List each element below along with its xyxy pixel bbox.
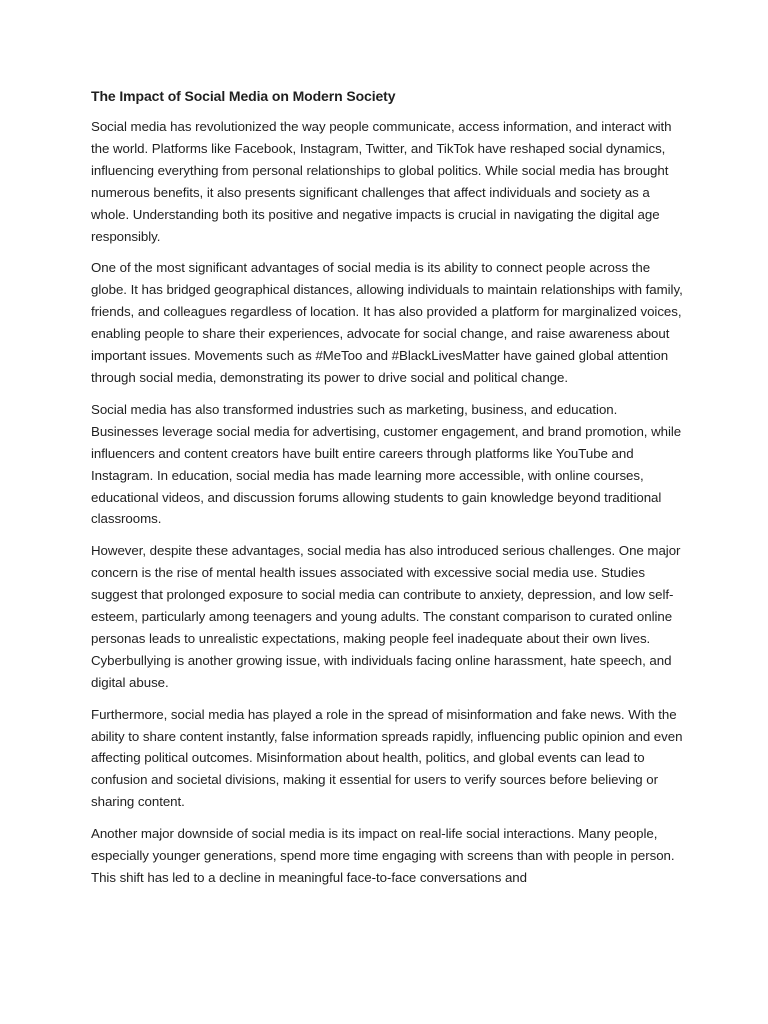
document-page [91, 86, 683, 899]
paragraph-connection: One of the most significant advantages of social media is its ability to connect people across the globe. It has bridged geographical distances, allowing individuals to maintain relationships with family, friends, and colleagues regardless of location. It has also provided a platform for marginalized voices, enabling people to share their experiences, advocate for social change, and raise awareness about important issues. Movements such as #MeToo and #BlackLivesMatter have gained global attention through social media, demonstrating its power to drive social and political change. [91, 260, 683, 385]
paragraph-industries: Social media has also transformed industries such as marketing, business, and education. Businesses leverage social media for advertising, customer engagement, and brand promotion, while influencers and content creators have built entire careers through platforms like YouTube and Instagram. In education, social media has made learning more accessible, with online courses, educational videos, and discussion forums allowing students to gain knowledge beyond traditional classrooms. [91, 401, 682, 527]
document-title: The Impact of Social Media on Modern Society [91, 88, 396, 104]
paragraph-challenges: However, despite these advantages, social media has also introduced serious challenges. One major concern is the rise of mental health issues associated with excessive social media use. Studies suggest that prolonged exposure to social media can contribute to anxiety, depression, and low self-esteem, particularly among teenagers and young adults. The constant comparison to curated online personas leads to unrealistic expectations, making people feel inadequate about their own lives. Cyberbullying is another growing issue, with individuals facing online harassment, hate speech, and digital abuse. [91, 543, 681, 690]
paragraph-intro: Social media has revolutionized the way people communicate, access information, and interact with the world. Platforms like Facebook, Instagram, Twitter, and TikTok have reshaped social dynamics, influencing everything from personal relationships to global politics. While social media has brought numerous benefits, it also presents significant challenges that affect individuals and society as a whole. Understanding both its positive and negative impacts is crucial in navigating the digital age responsibly. [91, 119, 672, 244]
paragraph-interactions: Another major downside of social media is its impact on real-life social interactions. Many people, especially younger generations, spend more time engaging with screens than with people in person. This shift has led to a decline in meaningful face-to-face conversations and [91, 826, 675, 885]
paragraph-misinformation: Furthermore, social media has played a role in the spread of misinformation and fake news. With the ability to share content instantly, false information spreads rapidly, influencing public opinion and even affecting political outcomes. Misinformation about health, politics, and global events can lead to confusion and societal divisions, making it essential for users to verify sources before believing or sharing content. [91, 706, 683, 810]
